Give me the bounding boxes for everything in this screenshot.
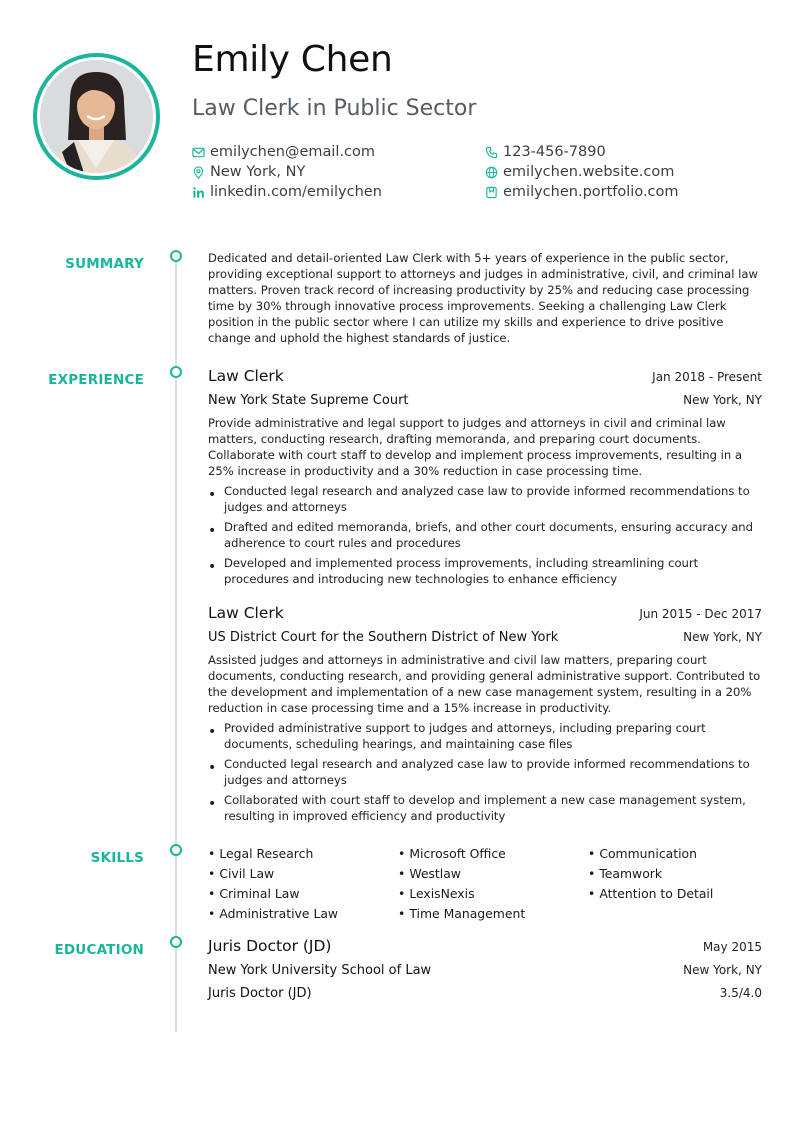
list-item: • Developed and implemented process improvements, including streamlining court procedures and introducing new technologies to enhance efficiency <box>208 556 699 586</box>
job-2-location: New York, NY <box>683 630 762 644</box>
job-1-bullets <box>208 483 764 591</box>
skill-item: • LexisNexis <box>398 884 525 904</box>
education-degree: Juris Doctor (JD) <box>208 937 332 955</box>
list-item: • Conducted legal research and analyzed case law to provide informed recommendations to judges and attorneys <box>208 484 750 514</box>
contact-email-text: emilychen@email.com <box>210 144 376 160</box>
list-item: • Drafted and edited memoranda, briefs, and other court documents, ensuring accuracy and adherence to court rules and procedures <box>208 520 754 550</box>
skill-item: • Attention to Detail <box>588 884 713 904</box>
summary-text: Dedicated and detail-oriented Law Clerk with 5+ years of experience in the public sector, providing exceptional support to attorneys and judges in administrative, civil, and criminal law matters. Proven track record of increasing productivity by 25% and reducing case processing time by 30% through innovative process improvements. Seeking a challenging Law Clerk position in the public sector where I can utilize my skills and experience to drive positive change and uphold the highest standards of justice. <box>208 251 758 345</box>
contact-linkedin[interactable] <box>192 182 382 202</box>
job-1-org-row <box>208 393 762 408</box>
contact-portfolio[interactable] <box>485 182 679 202</box>
education-timeline-dot <box>170 936 182 948</box>
job-2-dates: Jun 2015 - Dec 2017 <box>639 607 762 621</box>
skills-column-3 <box>588 844 713 904</box>
contact-phone[interactable] <box>485 142 606 162</box>
contact-linkedin-text: linkedin.com/emilychen <box>210 184 382 200</box>
contact-location-text: New York, NY <box>210 164 306 180</box>
experience-heading: EXPERIENCE <box>48 372 144 388</box>
profile-photo-frame <box>33 53 160 180</box>
list-item: • Provided administrative support to judges and attorneys, including preparing court documents, scheduling hearings, and maintaining case files <box>208 721 706 751</box>
linkedin-icon <box>192 186 205 199</box>
skills-timeline-dot <box>170 844 182 856</box>
contact-website[interactable] <box>485 162 674 182</box>
job-2-description: Assisted judges and attorneys in administrative and civil law matters, preparing court documents, conducting research, and providing general administrative support. Contributed to the development and implementation of a new case management system, resulting in a 20% reduction in case processing time and a 15% increase in productivity. <box>208 653 761 715</box>
experience-timeline-dot <box>170 366 182 378</box>
job-1-dates: Jan 2018 - Present <box>652 370 762 384</box>
skills-column-1 <box>208 844 338 924</box>
job-1-role: Law Clerk <box>208 367 284 385</box>
skills-heading: SKILLS <box>90 850 144 866</box>
contact-phone-text: 123-456-7890 <box>503 144 606 160</box>
contact-location <box>192 162 305 182</box>
skill-item: • Communication <box>588 844 713 864</box>
candidate-name: Emily Chen <box>192 39 393 80</box>
education-date: May 2015 <box>702 940 762 954</box>
summary-timeline-dot <box>170 250 182 262</box>
portfolio-bookmark-icon <box>485 186 498 199</box>
job-1-organization: New York State Supreme Court <box>208 393 409 408</box>
education-heading: EDUCATION <box>54 942 144 958</box>
skill-item: • Administrative Law <box>208 904 338 924</box>
contact-email[interactable] <box>192 142 375 162</box>
education-school-row <box>208 963 762 978</box>
skill-item: • Westlaw <box>398 864 525 884</box>
education-school: New York University School of Law <box>208 963 432 978</box>
contact-website-text: emilychen.website.com <box>503 164 675 180</box>
contact-portfolio-text: emilychen.portfolio.com <box>503 184 679 200</box>
location-pin-icon <box>192 166 205 179</box>
skill-item: • Civil Law <box>208 864 338 884</box>
job-2-header <box>208 604 762 622</box>
globe-icon <box>485 166 498 179</box>
skills-column-2 <box>398 844 525 924</box>
education-gpa-row <box>208 986 762 1001</box>
job-1-header <box>208 367 762 385</box>
skill-item: • Criminal Law <box>208 884 338 904</box>
job-2-org-row <box>208 630 762 645</box>
list-item: • Collaborated with court staff to develop and implement a new case management system, resulting in improved efficiency and productivity <box>208 793 746 823</box>
job-1-location: New York, NY <box>683 393 762 407</box>
job-2-bullets <box>208 720 764 828</box>
list-item: • Conducted legal research and analyzed case law to provide informed recommendations to judges and attorneys <box>208 757 750 787</box>
mail-icon <box>192 146 205 159</box>
phone-icon <box>485 146 498 159</box>
avatar-portrait <box>40 60 153 173</box>
candidate-title: Law Clerk in Public Sector <box>192 96 477 121</box>
skill-item: • Time Management <box>398 904 525 924</box>
education-location: New York, NY <box>683 963 762 977</box>
skill-item: • Microsoft Office <box>398 844 525 864</box>
job-2-role: Law Clerk <box>208 604 284 622</box>
education-degree-repeat: Juris Doctor (JD) <box>208 986 312 1001</box>
skill-item: • Teamwork <box>588 864 713 884</box>
avatar <box>40 60 153 173</box>
job-1-description: Provide administrative and legal support to judges and attorneys in civil and criminal law matters, conducting research, drafting memoranda, and preparing court documents. Collaborate with court staff to develop and implement process improvements, resulting in a 25% increase in productivity and a 30% reduction in case processing time. <box>208 416 742 478</box>
education-gpa: 3.5/4.0 <box>719 986 762 1000</box>
skill-item: • Legal Research <box>208 844 338 864</box>
summary-heading: SUMMARY <box>65 256 144 272</box>
job-2-organization: US District Court for the Southern District of New York <box>208 630 559 645</box>
education-header <box>208 937 762 955</box>
